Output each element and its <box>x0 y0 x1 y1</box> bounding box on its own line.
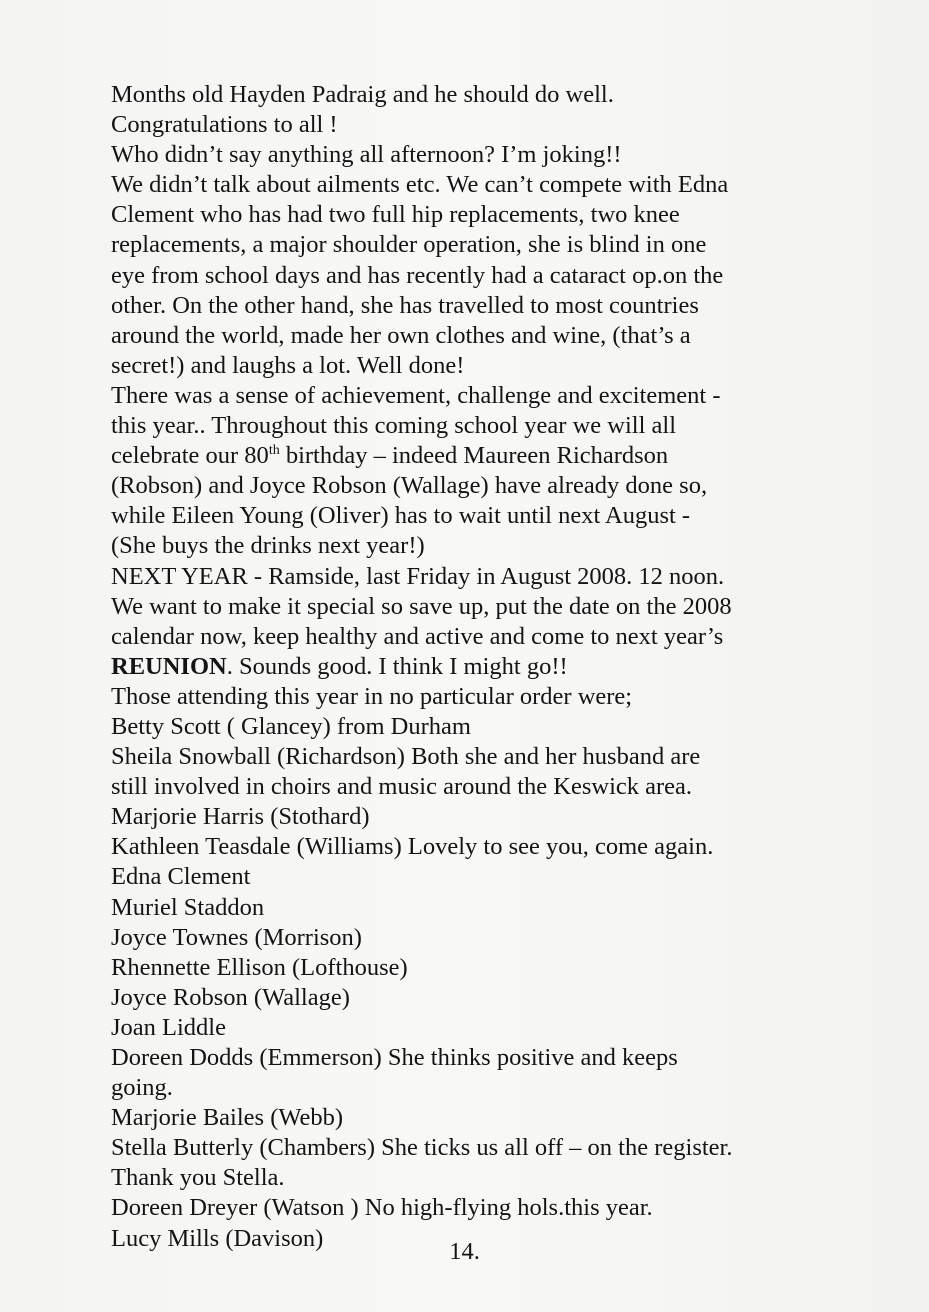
attendee-line: Muriel Staddon <box>111 893 265 921</box>
birthday-line-end: birthday – indeed Maureen Richardson <box>279 442 669 470</box>
attendee-line: going. <box>111 1074 173 1102</box>
attendee-line: Stella Butterly (Chambers) She ticks us all off – on the register. <box>111 1134 733 1162</box>
attendee-line: Thank you Stella. <box>111 1164 285 1192</box>
attendee-line: Edna Clement <box>111 863 251 891</box>
attendee-line: Kathleen Teasdale (Williams) Lovely to see you, come again. <box>111 833 714 861</box>
attendee-line: Doreen Dodds (Emmerson) She thinks positive and keeps <box>111 1044 678 1071</box>
attendee-line: Marjorie Bailes (Webb) <box>111 1104 344 1132</box>
text-line: We didn’t talk about ailments etc. We can’t compete with Edna <box>111 171 729 199</box>
text-line: replacements, a major shoulder operation, she is blind in one <box>111 231 707 259</box>
text-line: Months old Hayden Padraig and he should do well. <box>111 81 614 108</box>
text-line: Clement who has had two full hip replacements, two knee <box>111 201 680 229</box>
text-line: Those attending this year in no particular order were; <box>111 682 633 710</box>
text-line: Congratulations to all ! <box>111 111 338 139</box>
reunion-bold: REUNION <box>111 652 227 680</box>
text-line: (Robson) and Joyce Robson (Wallage) have already done so, <box>111 472 708 500</box>
text-line: secret!) and laughs a lot. Well done! <box>111 351 465 379</box>
reunion-line <box>111 652 821 682</box>
birthday-line-start: celebrate our 80 <box>111 442 269 470</box>
text-line: (She buys the drinks next year!) <box>111 532 425 560</box>
reunion-line-end: . Sounds good. I think I might go!! <box>226 652 568 680</box>
text-line: this year.. Throughout this coming school year we will all <box>111 412 676 440</box>
text-line: We want to make it special so save up, put the date on the 2008 <box>111 592 732 620</box>
attendee-line: Marjorie Harris (Stothard) <box>111 803 370 831</box>
attendee-line: Lucy Mills (Davison) <box>111 1224 324 1252</box>
text-line: There was a sense of achievement, challenge and excitement - <box>111 381 721 409</box>
text-line: NEXT YEAR - Ramside, last Friday in August 2008. 12 noon. <box>111 562 725 590</box>
text-line: calendar now, keep healthy and active and come to next year’s <box>111 622 724 650</box>
birthday-line <box>111 441 821 471</box>
attendee-line: Joan Liddle <box>111 1013 226 1041</box>
attendee-line: Doreen Dreyer (Watson ) No high-flying hols.this year. <box>111 1194 653 1222</box>
text-line: eye from school days and has recently had a cataract op.on the <box>111 261 724 289</box>
attendee-line: still involved in choirs and music around the Keswick area. <box>111 773 693 801</box>
attendee-line: Joyce Robson (Wallage) <box>111 983 350 1011</box>
body-text <box>111 80 821 1254</box>
text-line: Who didn’t say anything all afternoon? I’m joking!! <box>111 141 622 169</box>
attendee-line: Joyce Townes (Morrison) <box>111 923 362 951</box>
text-line: while Eileen Young (Oliver) has to wait until next August - <box>111 502 691 530</box>
page-number: 14. <box>449 1238 480 1265</box>
ordinal-suffix: th <box>268 443 280 459</box>
attendee-line: Betty Scott ( Glancey) from Durham <box>111 712 471 740</box>
text-line: around the world, made her own clothes and wine, (that’s a <box>111 321 691 349</box>
attendee-line: Rhennette Ellison (Lofthouse) <box>111 953 408 981</box>
attendee-line: Sheila Snowball (Richardson) Both she and her husband are <box>111 743 701 771</box>
text-line: other. On the other hand, she has travelled to most countries <box>111 291 699 319</box>
